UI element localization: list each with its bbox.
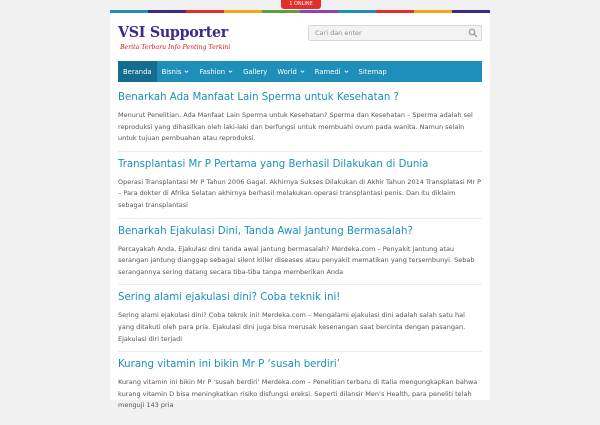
chevron-down-icon [344, 69, 349, 74]
nav-item-label: Sitemap [358, 67, 387, 76]
article-item [118, 292, 482, 352]
article-excerpt: Menurut Penelitian, Ada Manfaat Lain Sperma untuk Kesehatan? Sperma dan Kesehatan – Sperma adalah sel reproduksi yang dihasilkan oleh laki-laki dan berfungsi untuk membuahi ovum pada wanita. Namun selain untuk tujuan pembuahan atau reproduksi. [118, 111, 473, 143]
chevron-down-icon [228, 69, 233, 74]
article-title-link[interactable]: Benarkah Ejakulasi Dini, Tanda Awal Jantung Bermasalah? [118, 225, 413, 237]
article-item [118, 159, 482, 219]
nav-item-label: Beranda [123, 67, 152, 76]
search-box[interactable] [308, 25, 482, 41]
online-counter-badge: 1 ONLINE [281, 0, 321, 9]
nav-item-label: Gallery [243, 67, 268, 76]
page-container [110, 10, 490, 410]
nav-item-gallery[interactable] [238, 61, 272, 82]
nav-item-bisnis[interactable] [157, 61, 195, 82]
search-icon[interactable] [468, 28, 478, 38]
site-logo-title[interactable]: VSI Supporter [118, 23, 229, 41]
chevron-down-icon [184, 69, 189, 74]
article-title-link[interactable]: Benarkah Ada Manfaat Lain Sperma untuk Kesehatan ? [118, 92, 399, 103]
nav-item-label: Ramedi [314, 67, 341, 76]
site-header [110, 13, 490, 61]
article-excerpt: Operasi Transplantasi Mr P Tahun 2006 Gagal. Akhirnya Sukses Dilakukan di Akhir Tahun 2014 Transplatasi Mr P – Para dokter di Afrika Selatan akhirnya berhasil melakukan operasi transplantasi penis. Dan itu diklaim sebagai transplantasi [118, 177, 482, 209]
nav-item-fashion[interactable] [194, 61, 238, 82]
chevron-down-icon [300, 69, 305, 74]
article-item [118, 226, 482, 286]
nav-item-ramedi[interactable] [310, 61, 354, 82]
article-item [118, 359, 482, 418]
nav-item-beranda[interactable] [118, 61, 157, 82]
search-input[interactable] [315, 26, 455, 40]
article-excerpt: Kurang vitamin ini bikin Mr P ‘susah berdiri’ Merdeka.com – Penelitian terbaru di Italia mengungkapkan bahwa kurang vitamin D bisa meningkatkan risiko disfungsi ereksi. Seperti dilansir Men’s Health, para peneliti telah menguji 143 pria [118, 378, 478, 410]
article-title-link[interactable]: Sering alami ejakulasi dini? Coba teknik ini! [118, 292, 341, 304]
nav-item-world[interactable] [272, 61, 309, 82]
article-excerpt: Percayakah Anda, Ejakulasi dini tanda awal jantung bermasalah? Merdeka.com – Penyakit jantung atau serangan jantung dianggap sebagai silent killer diseases atau penyakit mematikan yang tersembunyi. Sebab serangannya sering datang secara tiba-tiba tanpa memberikan Anda [118, 244, 475, 276]
article-excerpt: Sering alami ejakulasi dini? Coba teknik ini! Merdeka.com – Mengalami ejakulasi dini adalah salah satu hal yang ditakuti oleh para pria. Ejakulasi dini juga bisa merusak kesenangan saat bercinta dengan pasangan. Ejakulasi diri terjadi [118, 311, 466, 343]
article-list [118, 92, 482, 425]
article-item [118, 92, 482, 152]
article-title-link[interactable]: Kurang vitamin ini bikin Mr P ‘susah berdiri’ [118, 359, 340, 371]
article-title-link[interactable]: Transplantasi Mr P Pertama yang Berhasil Dilakukan di Dunia [118, 158, 429, 170]
site-tagline: Berita Terbaru Info Penting Terkini [120, 44, 231, 51]
nav-item-label: World [277, 67, 297, 76]
nav-item-label: Bisnis [161, 67, 182, 76]
main-nav [118, 61, 482, 82]
nav-item-label: Fashion [199, 67, 226, 76]
nav-item-sitemap[interactable] [354, 61, 392, 82]
